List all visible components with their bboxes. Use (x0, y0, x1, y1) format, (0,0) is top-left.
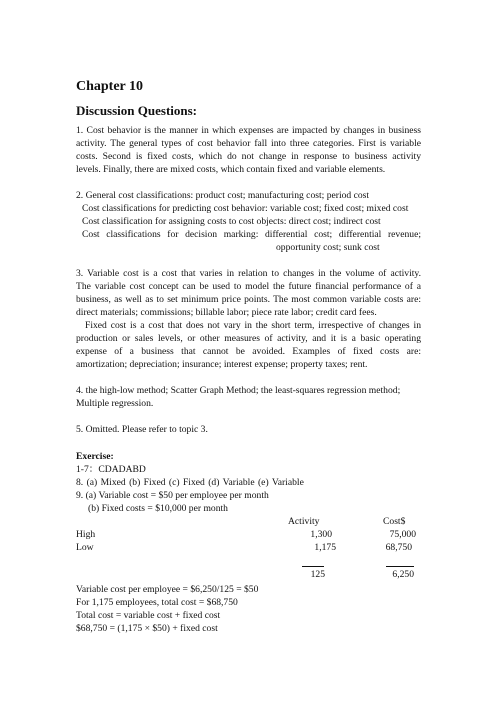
calc-line-2: For 1,175 employees, total cost = $68,750 (76, 597, 238, 608)
q3-line-1: 3. Variable cost is a cost that varies in relation to changes in the volume of activity. (76, 268, 421, 279)
calc-line-4: $68,750 = (1,175 × $50) + fixed cost (76, 623, 218, 634)
q2-line-3: Cost classification for assigning costs to cost objects: direct cost; indirect cost (82, 216, 381, 227)
q3-line-4: direct materials; commissions; billable labor; piece rate labor; credit card fees. (76, 307, 377, 318)
table-cell-cost: 75,000 (389, 529, 416, 540)
exercise-8: 8. (a) Mixed (b) Fixed (c) Fixed (d) Variable (e) Variable (76, 477, 304, 488)
exercise-title: Exercise: (76, 451, 114, 462)
q3-line-2: The variable cost concept can be used to model the future financial performance of a (76, 281, 421, 292)
q2-line-1: 2. General cost classifications: product cost; manufacturing cost; period cost (76, 190, 370, 201)
q3-line-7: expense of a business that cannot be avoided. Examples of fixed costs are: (76, 346, 421, 357)
calc-line-3: Total cost = variable cost + fixed cost (76, 610, 221, 621)
q2-line-4: Cost classifications for decision marking: differential cost; differential revenue; (82, 229, 421, 240)
q3-line-6: production or sales levels, or other measures of activity, and it is a basic operating (76, 333, 421, 344)
q4-line-1: 4. the high-low method; Scatter Graph Method; the least-squares regression method; (76, 385, 401, 396)
section-title: Discussion Questions: (76, 103, 197, 118)
q5-line: 5. Omitted. Please refer to topic 3. (76, 424, 208, 435)
table-diff-cost: 6,250 (392, 569, 414, 580)
table-sum-rule (302, 566, 324, 567)
q1-line-2: activity. The general types of cost behavior fall into three categories. First is variable (76, 138, 421, 149)
exercise-9b: (b) Fixed costs = $10,000 per month (88, 503, 228, 514)
table-row-label: High (76, 529, 96, 540)
q1-line-3: costs. Second is fixed costs, which do not change in response to business activity (76, 151, 421, 162)
q3-line-5: Fixed cost is a cost that does not vary in the short term, irrespective of changes in (85, 320, 421, 331)
q1-line-1: 1. Cost behavior is the manner in which expenses are impacted by changes in business (76, 125, 421, 136)
calc-line-1: Variable cost per employee = $6,250/125 = $50 (76, 584, 259, 595)
q1-line-4: levels. Finally, there are mixed costs, which contain fixed and variable elements. (76, 164, 386, 175)
table-diff-activity: 125 (310, 569, 325, 580)
table-sum-rule (386, 566, 414, 567)
q4-line-2: Multiple regression. (76, 398, 154, 409)
table-header-activity: Activity (288, 516, 320, 527)
table-cell-activity: 1,300 (310, 529, 332, 540)
table-cell-activity: 1,175 (314, 542, 336, 553)
q3-line-3: business, as well as to set minimum price points. The most common variable costs are: (76, 294, 421, 305)
q2-line-2: Cost classifications for predicting cost behavior: variable cost; fixed cost; mixed cost (82, 203, 409, 214)
table-row-label: Low (76, 542, 94, 553)
table-cell-cost: 68,750 (385, 542, 412, 553)
exercise-9a: 9. (a) Variable cost = $50 per employee per month (76, 490, 269, 501)
table-header-cost: Cost$ (383, 516, 406, 527)
exercise-1-7: 1-7：CDADABD (76, 464, 146, 475)
q3-line-8: amortization; depreciation; insurance; interest expense; property taxes; rent. (76, 359, 368, 370)
q2-line-5: opportunity cost; sunk cost (276, 242, 380, 253)
chapter-title: Chapter 10 (76, 79, 144, 94)
